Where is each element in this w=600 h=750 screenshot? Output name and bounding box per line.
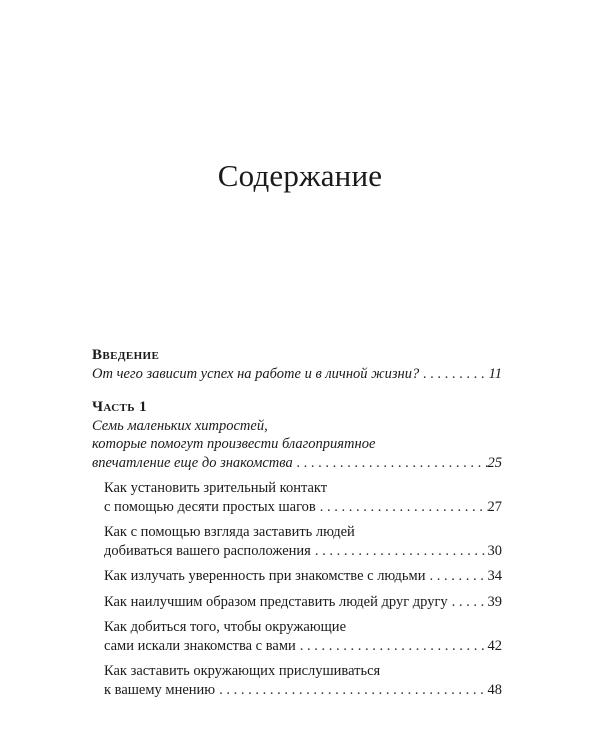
toc-entry-line: Как заставить окружающих прислушиваться <box>104 663 381 679</box>
toc-entry-line: сами искали знакомства с вами <box>104 637 296 654</box>
toc-entry-page: 11 <box>488 365 502 382</box>
page-title: Содержание <box>217 158 383 193</box>
toc-entry[interactable] <box>104 618 502 655</box>
part1-title-line: которые помогут произвести благоприятное <box>92 436 376 452</box>
toc-entry-line: Как излучать уверенность при знакомстве с людьми <box>104 568 426 584</box>
toc-entry-part1[interactable] <box>92 417 502 473</box>
toc-entry-line: Как с помощью взгляда заставить людей <box>104 524 355 540</box>
toc-entry-page: 39 <box>487 593 502 610</box>
toc-entry[interactable] <box>104 479 502 516</box>
table-of-contents <box>92 346 502 699</box>
toc-entry[interactable] <box>104 593 502 612</box>
dot-leader <box>311 542 488 561</box>
toc-entry-line: Как установить зрительный контакт <box>104 480 328 496</box>
intro-heading: Введение <box>92 347 160 363</box>
dot-leader <box>419 365 488 384</box>
toc-entry[interactable] <box>104 523 502 560</box>
toc-entry-intro[interactable] <box>92 365 502 384</box>
dot-leader <box>448 593 488 612</box>
toc-entry-line: добиваться вашего расположения <box>104 542 311 559</box>
toc-entry-page: 48 <box>487 681 502 698</box>
toc-entry-line: с помощью десяти простых шагов <box>104 498 316 515</box>
toc-entry-page: 27 <box>487 498 502 515</box>
part1-title-line: впечатление еще до знакомства <box>92 454 293 471</box>
toc-entry[interactable] <box>104 567 502 586</box>
dot-leader <box>425 567 487 586</box>
toc-entry-page: 30 <box>487 542 502 559</box>
dot-leader <box>316 498 488 517</box>
toc-entry-line: к вашему мнению <box>104 681 216 698</box>
toc-entry-line: Как добиться того, чтобы окружающие <box>104 619 347 635</box>
toc-entry[interactable] <box>104 662 502 699</box>
toc-entry-title: От чего зависит успех на работе и в личной жизни? <box>92 365 420 382</box>
dot-leader <box>215 681 487 700</box>
dot-leader <box>296 637 488 656</box>
part1-title-line: Семь маленьких хитростей, <box>92 417 268 434</box>
toc-entry-page: 42 <box>487 637 502 654</box>
part1-heading: Часть 1 <box>92 399 148 415</box>
dot-leader <box>293 454 488 473</box>
toc-entry-line: Как наилучшим образом представить людей друг другу <box>104 593 448 610</box>
toc-entry-page: 25 <box>487 454 502 471</box>
toc-entry-page: 34 <box>487 568 502 584</box>
